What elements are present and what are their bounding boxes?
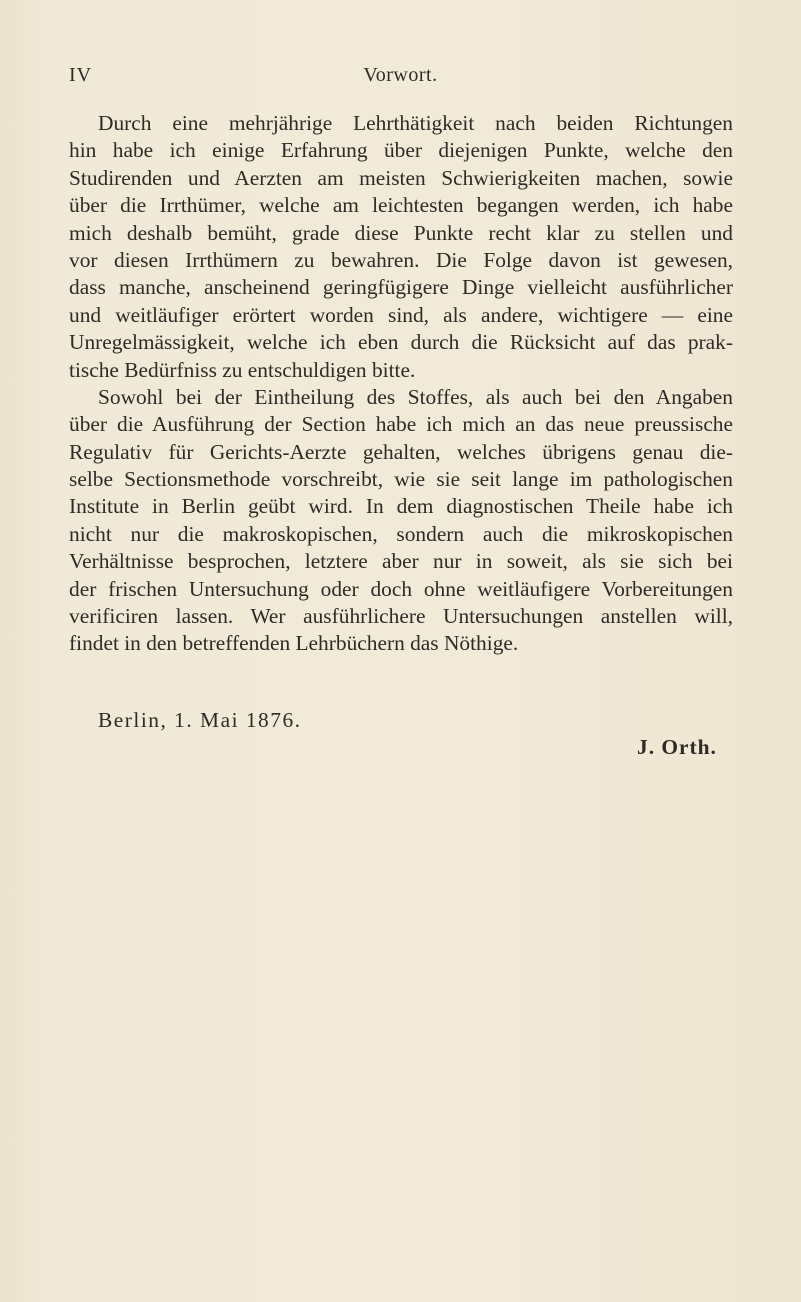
text-line: der frischen Untersuchung oder doch ohne weitläufigere Vorbereitungen [69, 576, 733, 601]
text-line: Sowohl bei der Eintheilung des Stoffes, als auch bei den Angaben [98, 384, 733, 409]
text-line: Studirenden und Aerzten am meisten Schwierigkeiten machen, sowie [69, 165, 733, 190]
text-line: tische Bedürfniss zu entschuldigen bitte. [69, 357, 416, 382]
text-line: selbe Sectionsmethode vorschreibt, wie sie seit lange im pathologischen [69, 467, 733, 492]
signature: J. Orth. [637, 735, 717, 759]
text-line: über die Irrthümer, welche am leichtesten begangen werden, ich habe [69, 193, 733, 218]
text-line: mich deshalb bemüht, grade diese Punkte recht klar zu stellen und [69, 220, 733, 245]
text-line: dass manche, anscheinend geringfügigere Dinge vielleicht ausführlicher [69, 275, 733, 300]
text-line: Verhältnisse besprochen, letztere aber nur in soweit, als sie sich bei [69, 549, 733, 574]
text-line: hin habe ich einige Erfahrung über diejenigen Punkte, welche den [69, 138, 733, 163]
text-line: findet in den betreffenden Lehrbüchern das Nöthige. [69, 631, 519, 656]
dateline: Berlin, 1. Mai 1876. [98, 708, 302, 732]
text-line: nicht nur die makroskopischen, sondern auch die mikroskopischen [69, 521, 733, 546]
text-line: Institute in Berlin geübt wird. In dem diagnostischen Theile habe ich [69, 494, 733, 519]
text-line: und weitläufiger erörtert worden sind, als andere, wichtigere — eine [69, 302, 733, 327]
text-line: Regulativ für Gerichts-Aerzte gehalten, welches übrigens genau die- [69, 439, 733, 464]
text-line: vor diesen Irrthümern zu bewahren. Die Folge davon ist gewesen, [69, 247, 733, 272]
text-line: Unregelmässigkeit, welche ich eben durch die Rücksicht auf das prak- [69, 330, 733, 355]
text-line: Durch eine mehrjährige Lehrthätigkeit nach beiden Richtungen [98, 111, 733, 135]
running-head: Vorwort. [363, 64, 438, 86]
page-number: IV [69, 64, 93, 86]
text-line: verificiren lassen. Wer ausführlichere Untersuchungen anstellen will, [69, 604, 733, 629]
text-line: über die Ausführung der Section habe ich mich an das neue preussische [69, 412, 733, 437]
preface-body [69, 110, 733, 658]
